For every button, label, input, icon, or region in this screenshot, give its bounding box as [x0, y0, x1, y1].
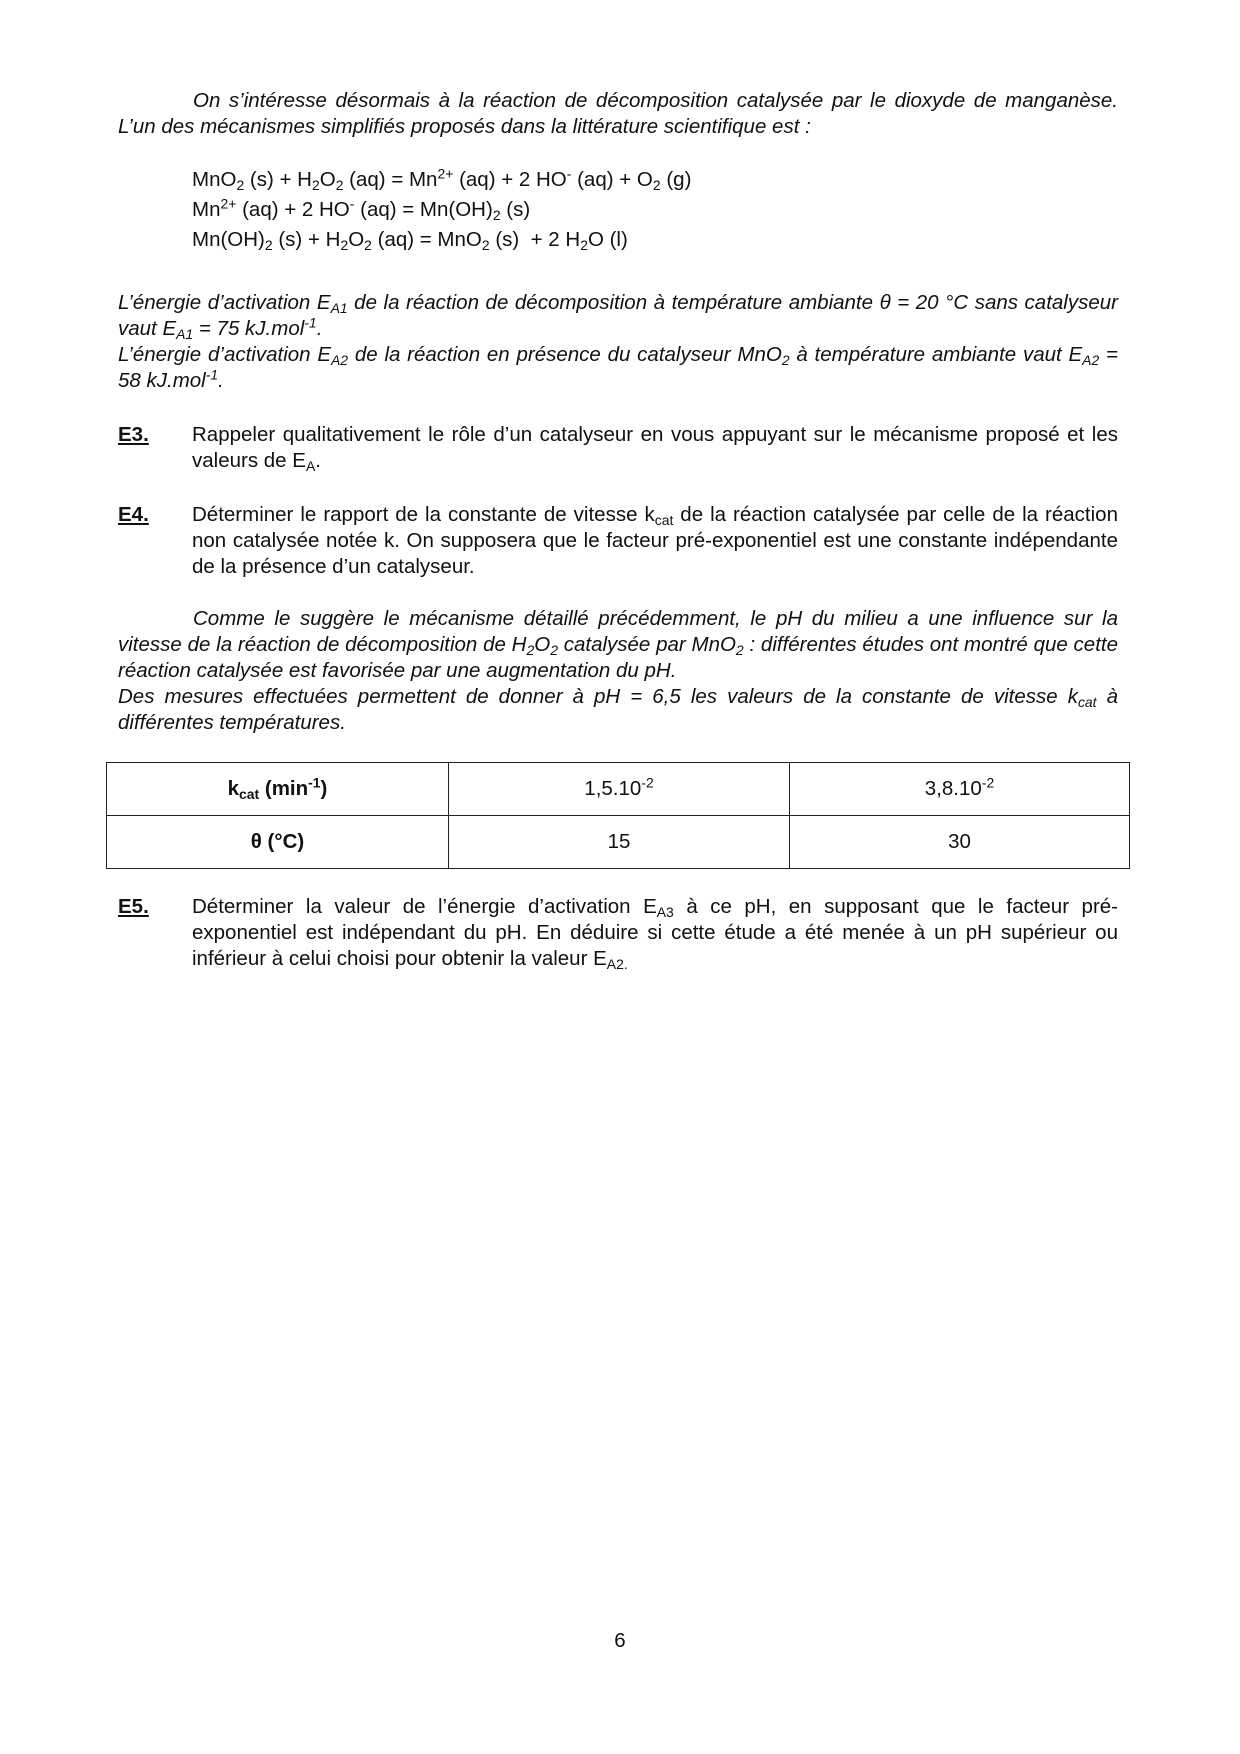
table-row	[107, 816, 1130, 869]
temperature-value-1: 15	[449, 816, 790, 869]
kcat-temperature-table	[106, 762, 1130, 869]
question-e4-label: E4.	[118, 503, 149, 526]
question-e5-label: E5.	[118, 895, 149, 918]
kcat-value-1: $1,5.10^{-2}$	[449, 763, 790, 816]
equation-3: $Mn(OH)_2$ $(s) + H_2O_2$ (aq) = MnO$_2$ (s) + 2 $H_2O$ (l)	[192, 228, 628, 254]
ph-paragraph-1: Comme le suggère le mécanisme détaillé précédemment, le pH du milieu a une influence sur la vitesse de la réaction de décomposition de $H_2O_2$ catalysée par MnO$_2$ : différentes études ont montré que cette réaction catalysée est favorisée par une augmentation du pH.	[118, 607, 1118, 682]
activation-energy-paragraph	[118, 290, 1118, 394]
intro-text: On s’intéresse désormais à la réaction de décomposition catalysée par le dioxyde de manganèse. L’un des mécanismes simplifiés proposés dans la littérature scientifique est :	[118, 89, 1118, 138]
question-e3-label: E3.	[118, 423, 149, 446]
question-e3-text: Rappeler qualitativement le rôle d’un catalyseur en vous appuyant sur le mécanisme proposé et les valeurs de $E_A$.	[192, 423, 1118, 475]
equation-2: $Mn^{2+}$ (aq) + 2 HO- $(aq) = Mn(OH)_2$ (s)	[192, 195, 531, 224]
temperature-header-cell: θ (°C)	[107, 816, 449, 869]
page-number: 6	[614, 1629, 626, 1652]
equation-1: MnO$_2$ $(s) + H_2O_2$ $(aq) = Mn^{2+}$ (aq) + 2 HO- $(aq) + O_2$ (g)	[192, 165, 692, 194]
question-e5-text: Déterminer la valeur de l’énergie d’activation $E_{A3}$ à ce pH, en supposant que le facteur pré-exponentiel est indépendant du pH. En déduire si cette étude a été menée à un pH supérieur ou inférieur à celui choisi pour obtenir la valeur $E_{A2.}$	[192, 895, 1119, 973]
kcat-header-cell: $k_{cat}$ $(\min^{-1})$	[107, 763, 449, 816]
mechanism-equations	[192, 165, 1092, 255]
question-e4-text: Déterminer le rapport de la constante de vitesse $k_{cat}$ de la réaction catalysée par celle de la réaction non catalysée notée k. On supposera que le facteur pré-exponentiel est une constante indépendante de la présence d’un catalyseur.	[192, 503, 1118, 578]
ph-paragraph-2: Des mesures effectuées permettent de donner à pH = 6,5 les valeurs de la constante de vitesse $k_{cat}$ à différentes températures.	[118, 685, 1118, 734]
temperature-value-2: 30	[790, 816, 1130, 869]
table-row	[107, 763, 1130, 816]
intro-paragraph	[118, 88, 1118, 140]
activation-energy-2: L’énergie d’activation $E_{A2}$ de la réaction en présence du catalyseur MnO$_2$ à température ambiante vaut $E_{A2} = 58$ kJ.mol$^{-1}$.	[118, 343, 1118, 392]
kcat-value-2: $3,8.10^{-2}$	[790, 763, 1130, 816]
activation-energy-1: L’énergie d’activation $E_{A1}$ de la réaction de décomposition à température ambiante θ = 20 °C sans catalyseur vaut $E_{A1} = 75$ kJ.mol$^{-1}$.	[118, 291, 1118, 343]
ph-paragraph	[118, 606, 1118, 736]
